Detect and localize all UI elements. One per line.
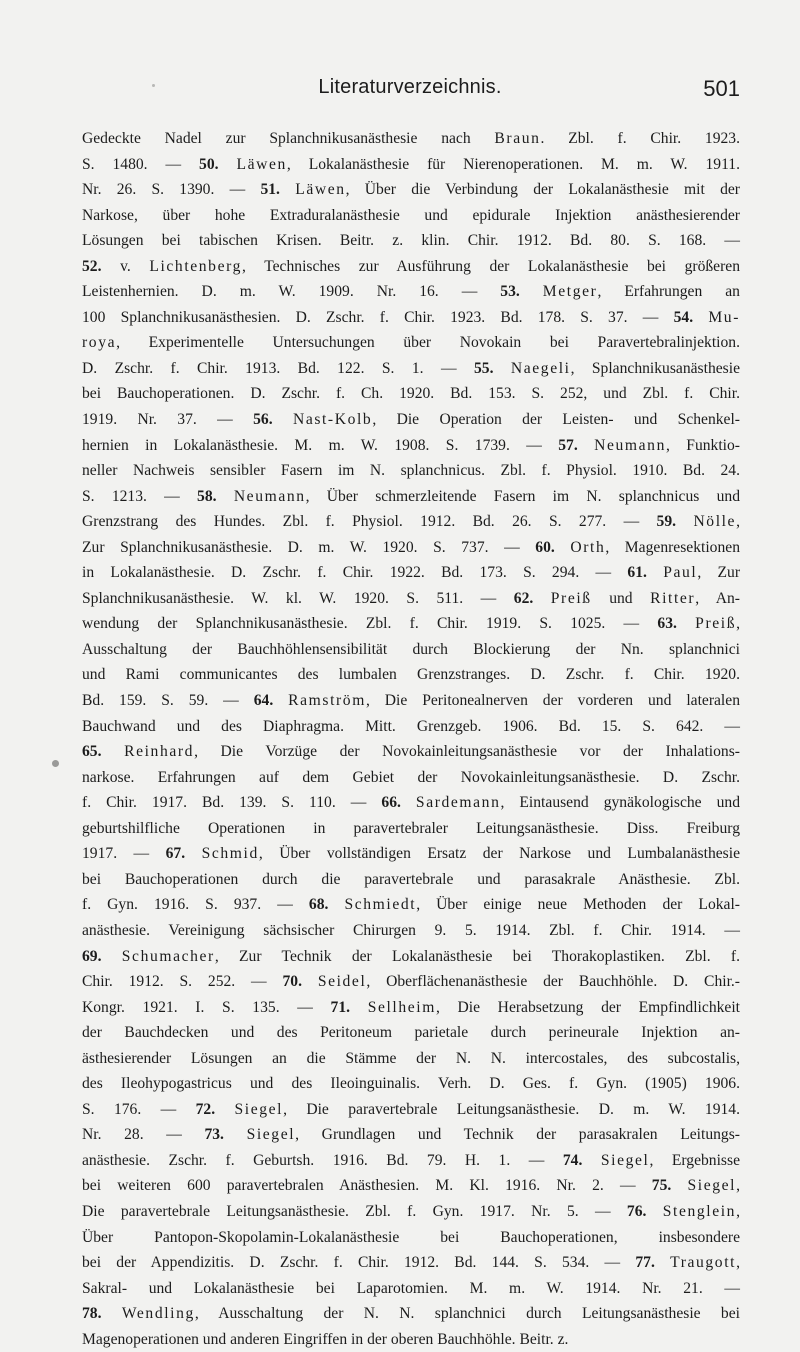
text-run: [578, 437, 594, 454]
author-name: Ramström: [288, 692, 366, 710]
text-run: Zur Splanchnikusanästhesie. D. m. W. 1920. S. 737. —: [82, 538, 536, 556]
text-run: Nr. 26. S. 1390. —: [82, 181, 261, 199]
text-line: [82, 126, 740, 152]
text-line: [82, 305, 740, 331]
entry-number: 50.: [199, 155, 219, 173]
entry-number: 54.: [673, 308, 694, 326]
text-run: . Zbl. f. Chir. 1923.: [540, 130, 741, 147]
text-run: , Die Peritonealnerven der vorderen und lateralen: [365, 692, 740, 710]
entry-number: 55.: [473, 359, 494, 377]
author-name: Preiß: [695, 615, 737, 633]
author-name: Preiß: [550, 589, 592, 607]
text-line: [82, 918, 740, 944]
text-run: , Lokalanästhesie für Nierenoperationen. M. m. W. 1911.: [286, 155, 740, 173]
entry-number: 71.: [330, 998, 351, 1016]
text-line: [82, 152, 740, 178]
entry-number: 61.: [627, 564, 647, 582]
text-run: , Experimentelle Untersuchungen über Novokain bei Paravertebralinjektion.: [116, 334, 740, 352]
text-line: [82, 586, 740, 612]
text-line: [82, 995, 740, 1021]
text-line: [82, 714, 740, 740]
text-run: , Die paravertebrale Leitungsanästhesie. D. m. W. 1914.: [283, 1100, 741, 1118]
page-number: 501: [703, 76, 740, 101]
entry-number: 60.: [535, 538, 555, 556]
text-run: [302, 973, 318, 990]
author-name: Siegel: [687, 1177, 737, 1195]
author-name: Braun: [494, 130, 541, 147]
text-line: [82, 662, 740, 688]
entry-number: 59.: [656, 513, 677, 531]
text-run: [219, 156, 237, 173]
text-run: ,: [736, 513, 740, 531]
text-run: [677, 615, 695, 632]
text-line: [82, 279, 740, 305]
text-run: , Grundlagen und Technik der parasakralen Leitungs-: [295, 1126, 740, 1144]
text-run: [185, 845, 201, 862]
text-run: f. Chir. 1917. Bd. 139. S. 110. —: [82, 794, 382, 812]
text-run: Grenzstrang des Hundes. Zbl. f. Physiol. 1912. Bd. 26. S. 277. —: [82, 513, 657, 531]
text-run: Lösungen bei tabischen Krisen. Beitr. z. klin. Chir. 1912. Bd. 80. S. 168. —: [82, 232, 740, 250]
text-line: [82, 177, 740, 203]
author-name: Läwen: [295, 181, 346, 199]
text-run: [582, 1152, 601, 1169]
text-run: , Technisches zur Ausführung der Lokalanästhesie bei größeren: [242, 257, 741, 275]
entry-number: 68.: [308, 896, 329, 914]
text-line: [82, 458, 740, 484]
text-run: Narkose, über hohe Extraduralanästhesie und epidurale Injektion anästhesierender: [82, 206, 740, 224]
author-name: Mu-: [708, 308, 740, 326]
text-run: Die paravertebrale Leitungsanästhesie. Zbl. f. Gyn. 1917. Nr. 5. —: [82, 1202, 627, 1220]
text-run: , Ergebnisse: [649, 1151, 740, 1169]
author-name: Stenglein: [662, 1202, 737, 1220]
text-run: f. Gyn. 1916. S. 937. —: [82, 896, 309, 914]
text-run: [401, 794, 416, 811]
text-line: [82, 356, 740, 382]
text-run: [520, 283, 543, 300]
text-run: bei Bauchoperationen. D. Zschr. f. Ch. 1920. Bd. 153. S. 252, und Zbl. f. Chir.: [82, 385, 740, 403]
text-run: anästhesie. Vereinigung sächsischer Chirurgen 9. 5. 1914. Zbl. f. Chir. 1914. —: [82, 921, 740, 939]
text-line: [82, 841, 740, 867]
text-run: [102, 948, 122, 965]
text-run: 100 Splanchnikusanästhesien. D. Zschr. f. Chir. 1923. Bd. 178. S. 37. —: [82, 308, 674, 326]
text-run: 1919. Nr. 37. —: [82, 411, 254, 429]
author-name: roya: [82, 334, 117, 352]
entry-number: 56.: [253, 411, 273, 429]
text-run: ,: [736, 1254, 740, 1272]
text-run: 1917. —: [82, 845, 166, 863]
text-run: [217, 488, 234, 505]
text-run: , Die Vorzüge der Novokainleitungsanästhesie vor der Inhalations-: [194, 743, 740, 761]
entry-number: 62.: [513, 589, 534, 607]
author-name: Sardemann: [415, 794, 501, 812]
text-line: [82, 535, 740, 561]
text-run: Nr. 28. —: [82, 1126, 205, 1144]
text-run: bei Bauchoperationen durch die paravertebrale und parasakrale Anästhesie. Zbl.: [82, 870, 740, 888]
text-run: [555, 539, 571, 556]
entry-number: 70.: [282, 973, 302, 991]
text-run: hernien in Lokalanästhesie. M. m. W. 1908. S. 1739. —: [82, 436, 559, 454]
author-name: Seidel: [317, 973, 367, 991]
text-line: [82, 739, 740, 765]
text-run: ästhesierender Lösungen an die Stämme der N. N. intercostales, des subcostalis,: [82, 1049, 740, 1067]
text-run: neller Nachweis sensibler Fasern im N. splanchnicus. Zbl. f. Physiol. 1910. Bd. 24.: [82, 462, 740, 480]
text-line: [82, 381, 740, 407]
entry-number: 67.: [165, 845, 186, 863]
text-run: wendung der Splanchnikusanästhesie. Zbl. f. Chir. 1919. S. 1025. —: [82, 615, 658, 633]
text-run: , Die Operation der Leisten- und Schenkel-: [372, 411, 740, 429]
text-run: [647, 564, 663, 581]
text-line: [82, 637, 740, 663]
text-line: [82, 944, 740, 970]
text-line: [82, 790, 740, 816]
text-run: Leistenhernien. D. m. W. 1909. Nr. 16. —: [82, 283, 501, 301]
text-run: Kongr. 1921. I. S. 135. —: [82, 998, 331, 1016]
text-run: [671, 1177, 687, 1194]
text-line: [82, 1173, 740, 1199]
author-name: Neumann: [594, 436, 666, 454]
text-run: [655, 1254, 670, 1271]
author-name: Neumann: [233, 487, 306, 505]
text-run: , Zur Technik der Lokalanästhesie bei Thorakoplastiken. Zbl. f.: [214, 947, 740, 965]
author-name: Traugott: [670, 1254, 737, 1272]
entry-number: 76.: [626, 1202, 647, 1220]
text-line: [82, 509, 740, 535]
author-name: Schumacher: [121, 947, 215, 965]
text-run: , Die Herabsetzung der Empfindlichkeit: [435, 998, 740, 1016]
text-run: ,: [736, 615, 740, 633]
margin-mark: [52, 760, 59, 767]
text-line: [82, 1199, 740, 1225]
author-name: Siegel: [246, 1126, 296, 1144]
text-line: [82, 1225, 740, 1251]
text-run: , Funktio-: [665, 436, 740, 454]
text-run: , An-: [695, 589, 741, 607]
text-run: , Ausschaltung der N. N. splanchnici durch Leitungsanästhesie bei: [194, 1305, 740, 1323]
text-run: bei der Appendizitis. D. Zschr. f. Chir. 1912. Bd. 144. S. 534. —: [82, 1254, 636, 1272]
text-run: , Zur: [697, 564, 741, 582]
text-line: [82, 611, 740, 637]
text-run: Chir. 1912. S. 252. —: [82, 973, 283, 991]
text-line: [82, 433, 740, 459]
text-run: , Über schmerzleitende Fasern im N. splanchnicus und: [305, 487, 740, 505]
text-run: S. 1213. —: [82, 487, 198, 505]
text-run: [533, 590, 551, 607]
text-run: [350, 999, 368, 1016]
text-run: S. 1480. —: [82, 155, 200, 173]
entry-number: 63.: [657, 615, 677, 633]
entry-number: 74.: [562, 1151, 583, 1169]
author-name: Paul: [663, 564, 698, 582]
text-run: [646, 1203, 662, 1220]
author-name: Schmiedt: [344, 896, 417, 914]
text-line: [82, 1020, 740, 1046]
entry-number: 66.: [381, 794, 401, 812]
text-line: [82, 1148, 740, 1174]
text-run: [280, 181, 295, 198]
text-line: [82, 1097, 740, 1123]
author-name: Wendling: [121, 1305, 195, 1323]
text-line: [82, 1250, 740, 1276]
text-line: [82, 969, 740, 995]
text-run: [224, 1126, 247, 1143]
author-name: Schmid: [201, 845, 259, 863]
text-line: [82, 816, 740, 842]
author-name: Nast-Kolb: [292, 411, 373, 429]
text-line: [82, 1071, 740, 1097]
entry-number: 64.: [253, 692, 274, 710]
text-run: Splanchnikusanästhesie. W. kl. W. 1920. S. 511. —: [82, 589, 514, 607]
text-run: geburtshilfliche Operationen in paravertebraler Leitungsanästhesie. Diss. Freiburg: [82, 819, 740, 837]
entry-number: 77.: [635, 1254, 655, 1272]
text-line: [82, 407, 740, 433]
text-run: , Oberflächenanästhesie der Bauchhöhle. D. Chir.-: [366, 973, 740, 991]
text-run: narkose. Erfahrungen auf dem Gebiet der Novokainleitungsanästhesie. D. Zschr.: [82, 768, 740, 786]
text-run: Sakral- und Lokalanästhesie bei Laparotomien. M. m. W. 1914. Nr. 21. —: [82, 1279, 740, 1297]
text-line: [82, 892, 740, 918]
text-line: [82, 484, 740, 510]
author-name: Siegel: [234, 1100, 284, 1118]
author-name: Lichtenberg: [149, 257, 242, 275]
text-run: , Eintausend gynäkologische und: [500, 794, 741, 812]
author-name: Orth: [570, 538, 606, 556]
text-line: [82, 1327, 740, 1352]
entry-number: 78.: [82, 1305, 102, 1323]
entry-number: 75.: [651, 1177, 672, 1195]
text-run: [215, 1101, 234, 1118]
entry-number: 72.: [195, 1100, 216, 1118]
text-run: , Erfahrungen an: [597, 283, 740, 301]
text-run: [273, 411, 293, 428]
text-run: , Über die Verbindung der Lokalanästhesie mit der: [345, 181, 740, 199]
text-run: [676, 513, 693, 530]
entry-number: 65.: [82, 743, 102, 761]
text-run: S. 176. —: [82, 1100, 196, 1118]
text-run: [328, 896, 344, 913]
text-run: [273, 692, 288, 709]
text-line: [82, 1301, 740, 1327]
text-run: in Lokalanästhesie. D. Zschr. f. Chir. 1922. Bd. 173. S. 294. —: [82, 564, 628, 582]
text-line: [82, 1276, 740, 1302]
text-line: [82, 330, 740, 356]
speck-mark: [152, 84, 155, 87]
page-header: [80, 76, 740, 106]
text-line: [82, 1046, 740, 1072]
author-name: Siegel: [600, 1151, 650, 1169]
text-run: v.: [101, 257, 150, 275]
text-run: , Splanchnikusanästhesie: [570, 359, 740, 377]
text-line: [82, 765, 740, 791]
entry-number: 57.: [558, 436, 578, 454]
text-line: [82, 867, 740, 893]
text-run: Ausschaltung der Bauchhöhlensensibilität durch Blockierung der Nn. splanchnici: [82, 640, 740, 658]
author-name: Sellheim: [367, 998, 436, 1016]
text-run: ,: [736, 1202, 740, 1220]
text-run: der Bauchdecken und des Peritoneum parietale durch perineurale Injektion an-: [82, 1024, 740, 1042]
text-run: , Über einige neue Methoden der Lokal-: [416, 896, 741, 914]
text-run: und: [591, 589, 651, 607]
author-name: Metger: [542, 283, 598, 301]
entry-number: 51.: [260, 181, 280, 199]
author-name: Naegeli: [510, 359, 571, 377]
text-run: Magenoperationen und anderen Eingriffen in der oberen Bauchhöhle. Beitr. z.: [82, 1330, 569, 1348]
entry-number: 52.: [82, 257, 102, 275]
text-run: , Über vollständigen Ersatz der Narkose und Lumbalanästhesie: [258, 845, 741, 863]
author-name: Reinhard: [124, 743, 195, 761]
text-run: D. Zschr. f. Chir. 1913. Bd. 122. S. 1. —: [82, 359, 474, 377]
text-run: und Rami communicantes des lumbalen Grenzstranges. D. Zschr. f. Chir. 1920.: [82, 666, 740, 684]
entry-number: 58.: [197, 487, 217, 505]
text-run: Bauchwand und des Diaphragma. Mitt. Grenzgeb. 1906. Bd. 15. S. 642. —: [82, 717, 740, 735]
text-line: [82, 203, 740, 229]
entry-number: 53.: [500, 283, 520, 301]
text-run: Über Pantopon-Skopolamin-Lokalanästhesie bei Bauchoperationen, insbesondere: [82, 1228, 740, 1246]
author-name: Nölle: [693, 513, 737, 531]
author-name: Läwen: [236, 155, 287, 173]
text-run: [102, 1305, 122, 1322]
text-run: [493, 360, 510, 377]
text-run: [693, 309, 708, 326]
bibliography-text: [82, 126, 740, 1352]
text-line: [82, 254, 740, 280]
text-line: [82, 688, 740, 714]
text-line: [82, 1122, 740, 1148]
author-name: Ritter: [650, 589, 696, 607]
entry-number: 73.: [204, 1126, 224, 1144]
text-line: [82, 560, 740, 586]
text-run: anästhesie. Zschr. f. Geburtsh. 1916. Bd. 79. H. 1. —: [82, 1151, 563, 1169]
entry-number: 69.: [82, 947, 102, 965]
text-run: bei weiteren 600 paravertebralen Anästhesien. M. Kl. 1916. Nr. 2. —: [82, 1177, 652, 1195]
text-run: [102, 743, 125, 760]
text-run: Gedeckte Nadel zur Splanchnikusanästhesie nach: [82, 130, 495, 147]
text-run: des Ileohypogastricus und des Ileoinguinalis. Verh. D. Ges. f. Gyn. (1905) 1906.: [82, 1075, 740, 1093]
running-head: Literaturverzeichnis.: [318, 76, 502, 98]
text-run: Bd. 159. S. 59. —: [82, 692, 254, 710]
text-run: , Magenresektionen: [605, 538, 740, 556]
text-line: [82, 228, 740, 254]
text-run: ,: [736, 1177, 740, 1195]
